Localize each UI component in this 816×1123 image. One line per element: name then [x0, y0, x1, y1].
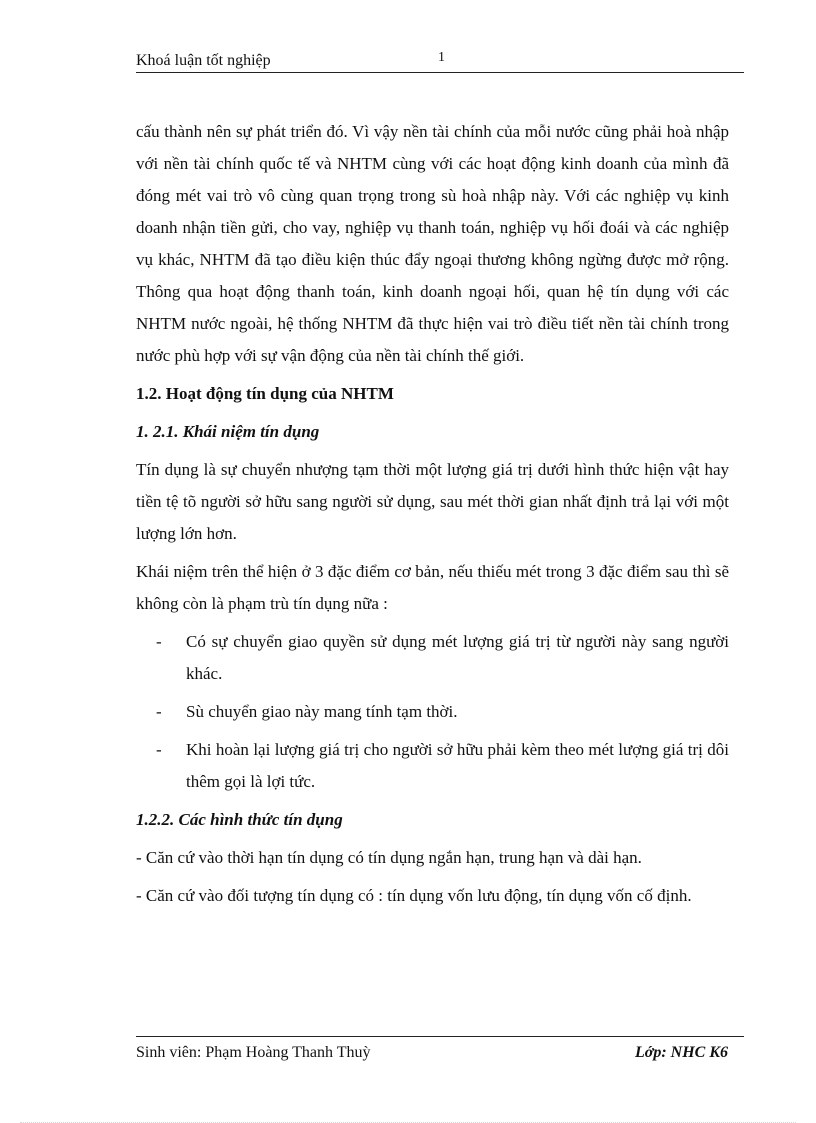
footer-student: Sinh viên: Phạm Hoàng Thanh Thuỳ — [136, 1044, 371, 1061]
subsection-heading-concept: 1. 2.1. Khái niệm tín dụng — [136, 422, 320, 441]
subsection-heading-forms: 1.2.2. Các hình thức tín dụng — [136, 810, 343, 829]
dash-bullet: - — [156, 702, 162, 721]
list-item — [136, 734, 729, 798]
footer-class: Lớp: NHC K6 — [634, 1044, 728, 1061]
definition-paragraph: Tín dụng là sự chuyển nhượng tạm thời một lượng giá trị dưới hình thức hiện vật hay tiền tệ tõ người sở hữu sang người sử dụng, sau mét thời gian nhất định trả lại với một lượng lớn hơn. — [136, 460, 729, 543]
list-item-text: Khi hoàn lại lượng giá trị cho người sở hữu phải kèm theo mét lượng giá trị dôi thêm gọi là lợi tức. — [186, 740, 729, 791]
form-by-object: - Căn cứ vào đối tượng tín dụng có : tín dụng vốn lưu động, tín dụng vốn cố định. — [136, 886, 692, 905]
list-item — [136, 696, 729, 728]
dash-bullet: - — [156, 740, 162, 759]
list-item-text: Có sự chuyển giao quyền sử dụng mét lượng giá trị từ người này sang người khác. — [186, 632, 729, 683]
list-item-text: Sù chuyển giao này mang tính tạm thời. — [186, 702, 458, 721]
page-number: 1 — [438, 50, 445, 65]
section-heading: 1.2. Hoạt động tín dụng của NHTM — [136, 384, 394, 403]
page-header — [136, 50, 744, 73]
dash-bullet: - — [156, 632, 162, 651]
characteristics-intro: Khái niệm trên thể hiện ở 3 đặc điểm cơ bản, nếu thiếu mét trong 3 đặc điểm sau thì sẽ không còn là phạm trù tín dụng nữa : — [136, 562, 729, 613]
header-title: Khoá luận tốt nghiệp — [136, 52, 271, 69]
form-by-term: - Căn cứ vào thời hạn tín dụng có tín dụng ngắn hạn, trung hạn và dài hạn. — [136, 848, 642, 867]
intro-paragraph: cấu thành nên sự phát triển đó. Vì vậy nền tài chính của mỗi nước cũng phải hoà nhập với nền tài chính quốc tế và NHTM cùng với các hoạt động kinh doanh của mình đã đóng mét vai trò vô cùng quan trọng trong sù hoà nhập này. Với các nghiệp vụ kinh doanh nhận tiền gửi, cho vay, nghiệp vụ thanh toán, nghiệp vụ hối đoái và các nghiệp vụ khác, NHTM đã tạo điều kiện thúc đẩy ngoại thương không ngừng được mở rộng. Thông qua hoạt động thanh toán, kinh doanh ngoại hối, quan hệ tín dụng với các NHTM nước ngoài, hệ thống NHTM đã thực hiện vai trò điều tiết nền tài chính trong nước phù hợp với sự vận động của nền tài chính thế giới. — [136, 122, 729, 365]
document-body — [136, 116, 729, 918]
characteristics-list — [136, 626, 729, 798]
footer-divider — [136, 1036, 744, 1037]
list-item — [136, 626, 729, 690]
